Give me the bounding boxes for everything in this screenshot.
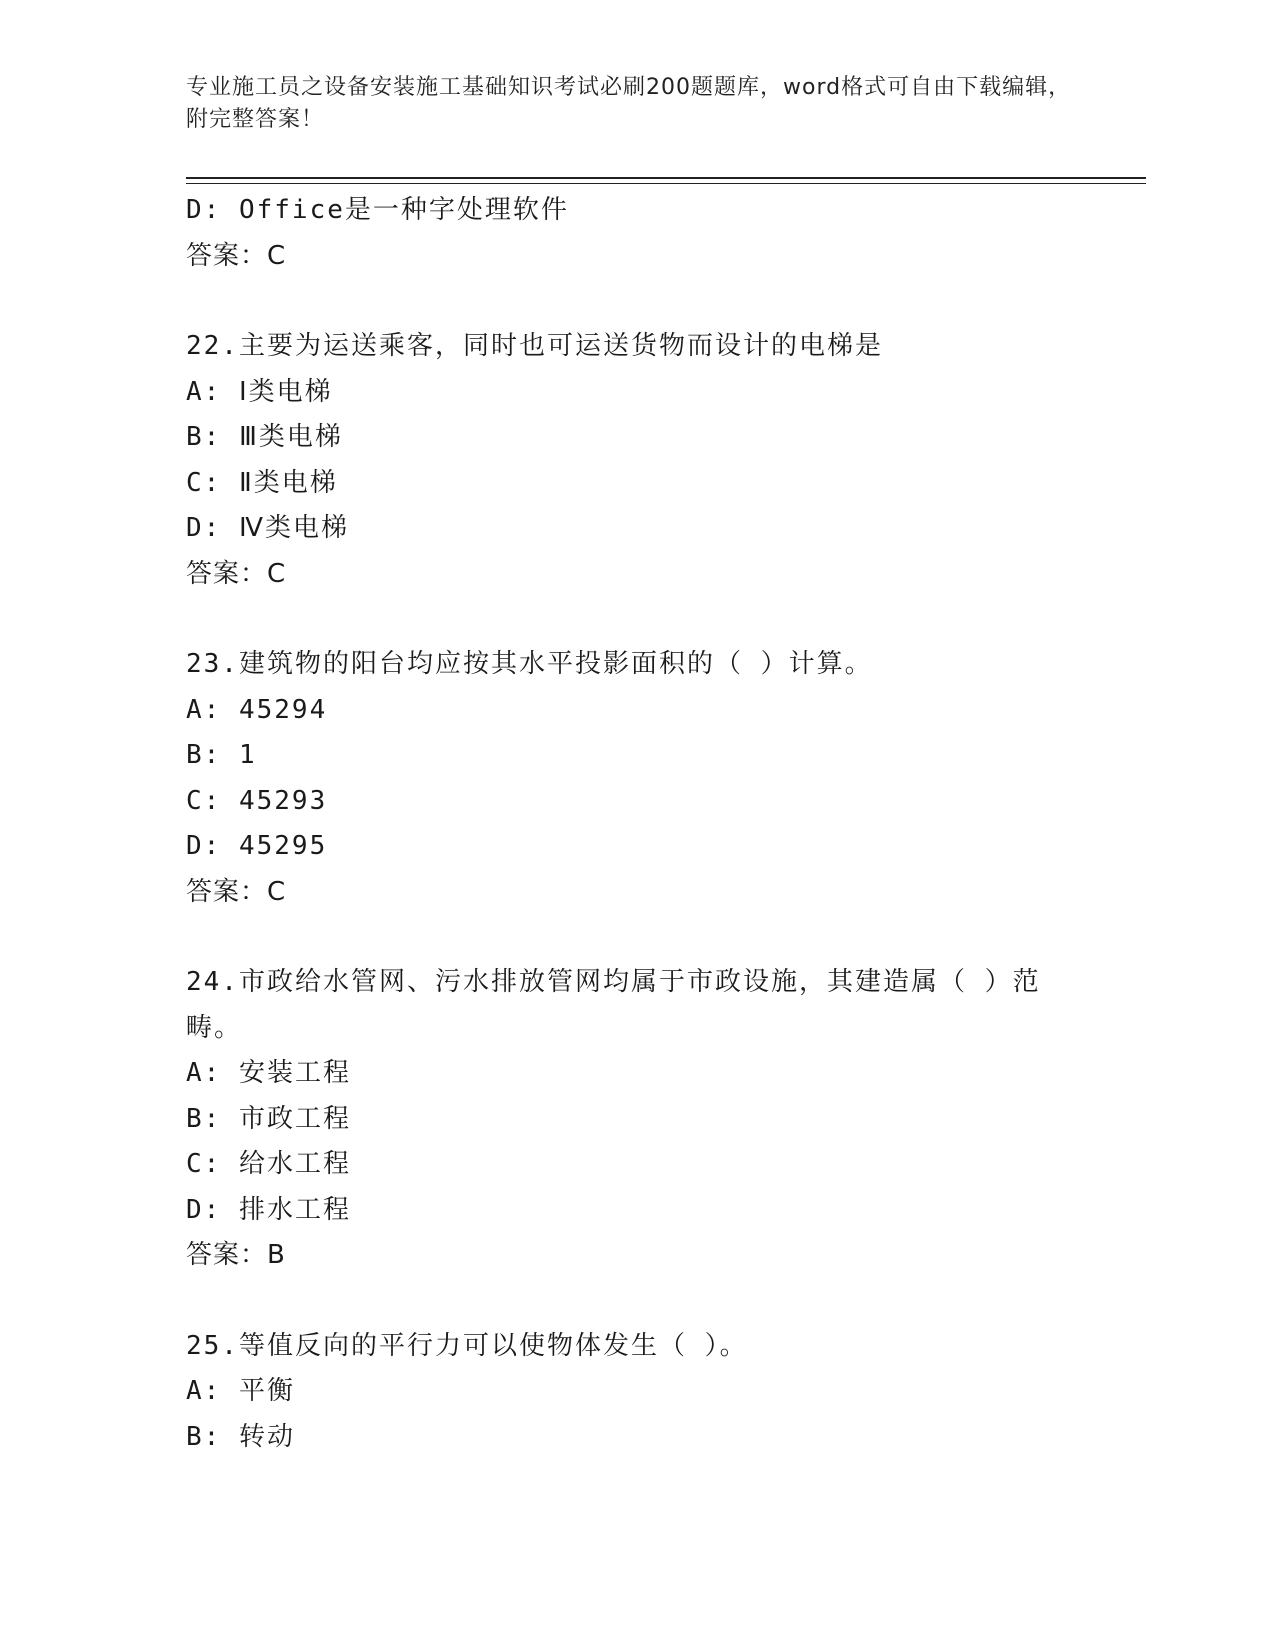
question-25-option-b: B: 转动 xyxy=(186,1421,295,1452)
page-header: 专业施工员之设备安装施工基础知识考试必刷200题题库，word格式可自由下载编辑，附完整答案！ xyxy=(186,75,1072,132)
question-content xyxy=(186,188,1086,1460)
question-25-option-a: A: 平衡 xyxy=(186,1376,295,1406)
question-22-option-d: D: Ⅳ类电梯 xyxy=(186,513,349,543)
question-23-text: 23.建筑物的阳台均应按其水平投影面积的（ ）计算。 xyxy=(186,649,873,679)
question-22-option-a: A: Ⅰ类电梯 xyxy=(186,376,333,407)
question-23-option-c: C: 45293 xyxy=(186,785,328,816)
question-24-answer: 答案：B xyxy=(186,1240,286,1270)
answer-line: 答案：C xyxy=(186,240,287,271)
question-24-option-b: B: 市政工程 xyxy=(186,1103,351,1134)
spacer xyxy=(186,1279,1086,1324)
question-23-option-b: B: 1 xyxy=(186,740,257,770)
question-22-option-b: B: Ⅲ类电梯 xyxy=(186,422,343,452)
question-23-answer: 答案：C xyxy=(186,876,287,907)
question-22-option-c: C: Ⅱ类电梯 xyxy=(186,467,338,498)
option-d: D: Office是一种字处理软件 xyxy=(186,195,569,225)
question-22-answer: 答案：C xyxy=(186,558,287,589)
header-divider-thin xyxy=(186,183,1146,184)
spacer xyxy=(186,915,1086,960)
question-24-text: 24.市政给水管网、污水排放管网均属于市政设施，其建造属（ ）范畴。 xyxy=(186,967,1041,1043)
question-23-option-a: A: 45294 xyxy=(186,694,328,725)
question-24-option-a: A: 安装工程 xyxy=(186,1058,351,1088)
spacer xyxy=(186,279,1086,324)
question-22-text: 22.主要为运送乘客，同时也可运送货物而设计的电梯是 xyxy=(186,331,883,361)
question-25-text: 25.等值反向的平行力可以使物体发生（ ）。 xyxy=(186,1330,748,1361)
question-23-option-d: D: 45295 xyxy=(186,831,328,861)
question-24-option-d: D: 排水工程 xyxy=(186,1194,351,1225)
spacer xyxy=(186,597,1086,642)
question-24-option-c: C: 给水工程 xyxy=(186,1149,351,1179)
header-divider-thick xyxy=(186,177,1146,179)
